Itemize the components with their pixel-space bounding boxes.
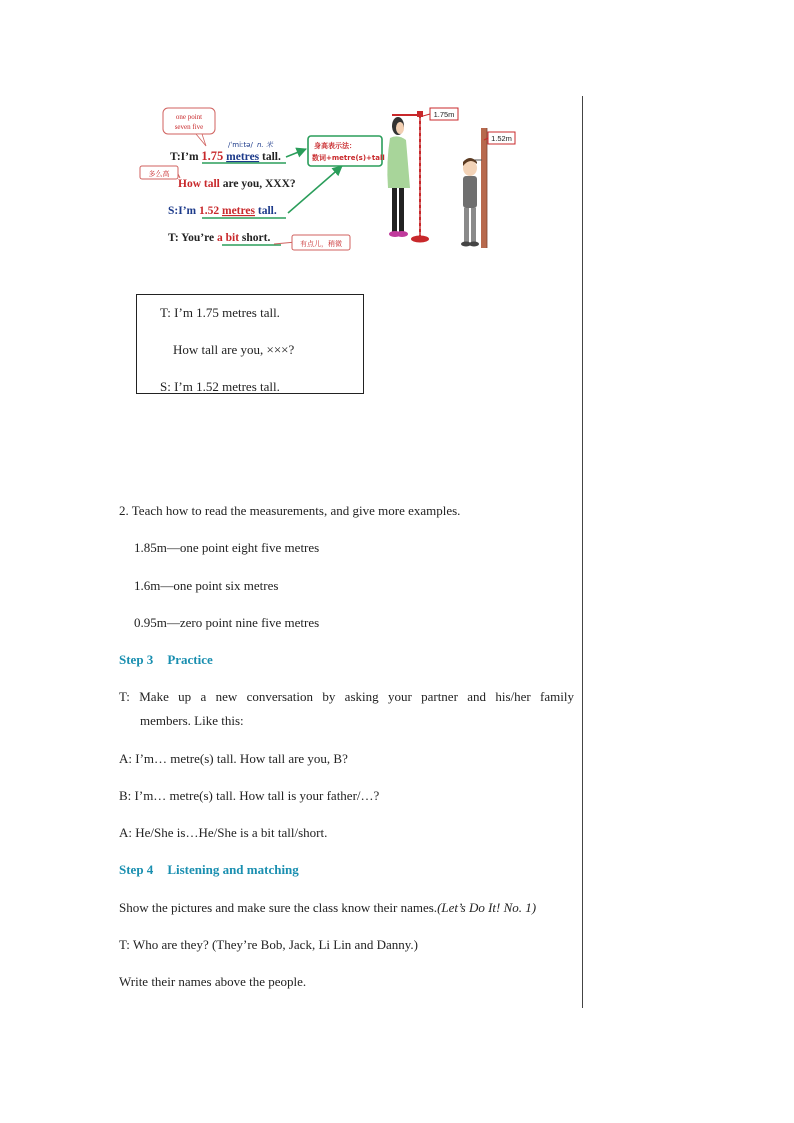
tall-label	[423, 108, 458, 120]
dialogue-a-2: A: He/She is…He/She is a bit tall/short.	[119, 825, 328, 840]
example-2: 1.6m—one point six metres	[134, 578, 279, 593]
dialogue-a-1: A: I’m… metre(s) tall. How tall are you, B?	[119, 751, 348, 766]
phonetic-pos: n. 米	[257, 141, 273, 149]
bubble-line-2: seven five	[174, 123, 204, 131]
who-question: T: Who are they? (They’re Bob, Jack, Li Lin and Danny.)	[119, 937, 418, 952]
practice-instruction-line-1: T: Make up a new conversation by asking your partner and his/her family	[119, 689, 574, 704]
dialogue-line-1: T:I’m 1.75 metres tall.	[170, 149, 281, 163]
how-tall-note	[140, 166, 180, 179]
step-3-heading	[119, 652, 213, 668]
phonetic: /ˈmiːtə/	[228, 141, 253, 149]
textbox-line-2: How tall are you, ×××?	[173, 342, 295, 357]
book-reference: (Let’s Do It! No. 1)	[437, 900, 537, 915]
show-text: Show the pictures and make sure the class know their names.	[119, 900, 438, 915]
short-boy-figure	[461, 128, 487, 248]
teach-instruction: 2. Teach how to read the measurements, and give more examples.	[119, 503, 461, 518]
height-dialogue-illustration	[136, 104, 516, 254]
height-formula-note	[308, 136, 385, 166]
write-names-instruction: Write their names above the people.	[119, 974, 307, 989]
step-4-number: Step 4	[119, 862, 154, 877]
dialogue-line-2: How tall are you, XXX?	[178, 178, 296, 190]
example-1: 1.85m—one point eight five metres	[134, 540, 320, 555]
height-note-title: 身高表示法：	[314, 142, 356, 150]
how-tall-note-text: 多么高	[148, 170, 170, 178]
textbox-line-1: T: I’m 1.75 metres tall.	[160, 305, 280, 320]
textbox-line-3: S: I’m 1.52 metres tall.	[160, 379, 280, 394]
reading-bubble	[163, 108, 215, 146]
practice-instruction-line-2: members. Like this:	[140, 713, 244, 728]
height-note-formula: 数词+metre(s)+tall	[312, 154, 385, 162]
short-label-text: 1.52m	[491, 134, 512, 143]
tall-label-text: 1.75m	[433, 110, 455, 119]
a-bit-note	[292, 235, 350, 250]
step-4-heading	[119, 862, 299, 878]
dialogue-b-1: B: I’m… metre(s) tall. How tall is your father/…?	[119, 788, 380, 803]
step-3-title: Practice	[167, 652, 213, 667]
a-bit-note-text: 有点儿，稍微	[300, 240, 342, 248]
dialogue-line-3: S:I’m 1.52 metres tall.	[168, 205, 277, 217]
bubble-line-1: one point	[175, 113, 203, 121]
short-label	[484, 132, 515, 144]
step-4-title: Listening and matching	[167, 862, 299, 877]
margin-rule	[582, 96, 583, 1008]
dialogue-line-4: T: You’re a bit short.	[168, 232, 271, 244]
show-pictures-instruction	[119, 900, 536, 916]
dialogue-text-box	[136, 294, 364, 394]
tall-girl-figure	[387, 111, 429, 243]
step-3-number: Step 3	[119, 652, 154, 667]
example-3: 0.95m—zero point nine five metres	[134, 615, 320, 630]
